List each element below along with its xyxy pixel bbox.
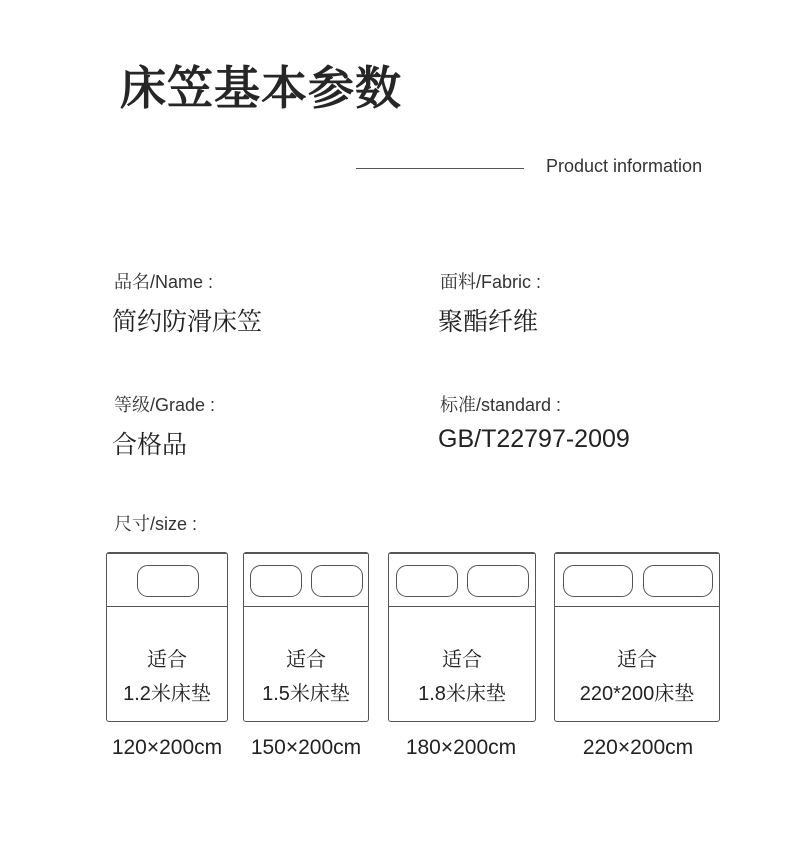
fabric-label: 面料/Fabric : <box>440 272 542 292</box>
fabric-value: 聚酯纤维 <box>438 308 539 336</box>
bed-mattress-label: 1.2米床垫 <box>123 683 211 705</box>
page-subtitle: Product information <box>546 156 703 176</box>
bed-mattress-label: 220*200床垫 <box>579 683 695 705</box>
grade-label: 等级/Grade : <box>114 395 216 415</box>
bed-fit-label: 适合 <box>442 649 482 671</box>
name-value: 简约防滑床笠 <box>112 308 263 336</box>
pillow-icon <box>643 565 713 597</box>
bed-diagram-120 <box>106 552 228 722</box>
bed-dimension: 220×200cm <box>582 736 694 759</box>
bed-dimension: 150×200cm <box>250 736 362 759</box>
bed-headboard <box>389 553 535 607</box>
bed-diagram-220 <box>554 552 720 722</box>
bed-fit-label: 适合 <box>147 649 187 671</box>
bed-dimension: 180×200cm <box>405 736 517 759</box>
bed-dimension: 120×200cm <box>111 736 223 759</box>
pillow-icon <box>396 565 458 597</box>
bed-fit-label: 适合 <box>286 649 326 671</box>
title-divider <box>356 168 524 169</box>
name-label: 品名/Name : <box>114 272 214 292</box>
pillow-icon <box>137 565 199 597</box>
bed-diagram-180 <box>388 552 536 722</box>
grade-value: 合格品 <box>112 431 188 459</box>
bed-fit-label: 适合 <box>617 649 657 671</box>
pillow-icon <box>563 565 633 597</box>
bed-diagram-150 <box>243 552 369 722</box>
pillow-icon <box>250 565 302 597</box>
standard-value: GB/T22797-2009 <box>438 425 630 453</box>
bed-headboard <box>107 553 227 607</box>
bed-mattress-label: 1.8米床垫 <box>418 683 506 705</box>
size-label: 尺寸/size : <box>114 514 198 534</box>
bed-headboard <box>555 553 719 607</box>
bed-mattress-label: 1.5米床垫 <box>262 683 350 705</box>
standard-label: 标准/standard : <box>440 395 562 415</box>
pillow-icon <box>311 565 363 597</box>
page-title: 床笠基本参数 <box>120 62 402 114</box>
bed-headboard <box>244 553 368 607</box>
pillow-icon <box>467 565 529 597</box>
